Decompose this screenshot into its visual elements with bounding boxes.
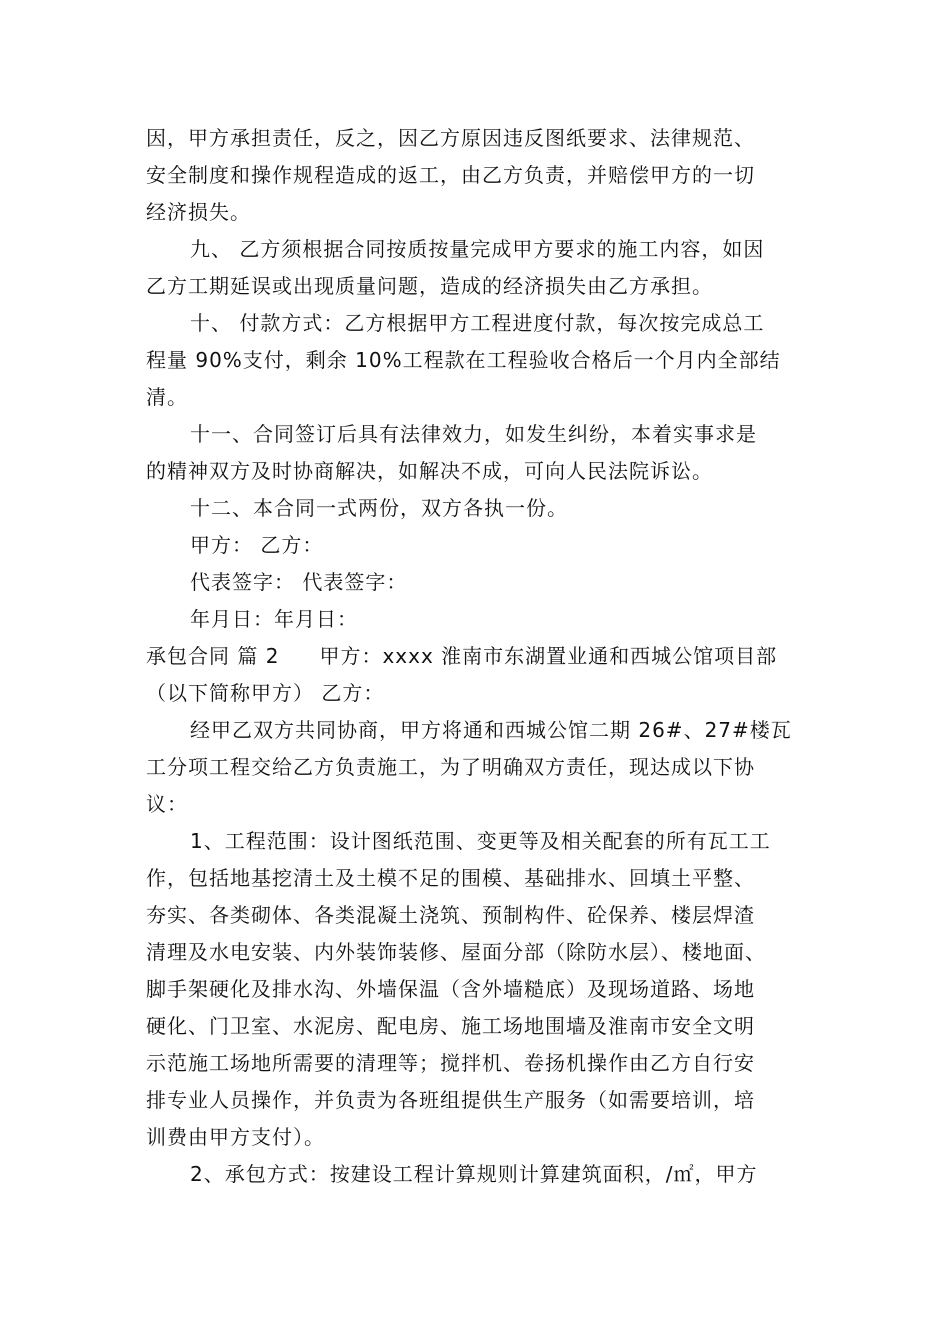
clause-10-line: 十、 付款方式：乙方根据甲方工程进度付款，每次按完成总工 <box>190 311 765 335</box>
intro-line: 经甲乙双方共同协商，甲方将通和西城公馆二期 26#、27#楼瓦 <box>190 718 792 742</box>
body-line: 清理及水电安装、内外装饰装修、屋面分部（除防水层）、楼地面、 <box>146 940 766 964</box>
body-line: 夯实、各类砌体、各类混凝土浇筑、预制构件、砼保养、楼层焊渣 <box>146 903 755 927</box>
body-line: 清。 <box>146 385 188 409</box>
body-line: 硬化、门卫室、水泥房、配电房、施工场地围墙及淮南市安全文明 <box>146 1014 755 1038</box>
item-2-line: 2、承包方式：按建设工程计算规则计算建筑面积，/㎡，甲方 <box>190 1162 758 1186</box>
body-line: 工分项工程交给乙方负责施工，为了明确双方责任，现达成以下协 <box>146 755 755 779</box>
signature-date-line: 年月日：年月日： <box>190 607 358 631</box>
body-line: 排专业人员操作，并负责为各班组提供生产服务（如需要培训，培 <box>146 1088 755 1112</box>
body-line: 议： <box>146 792 188 816</box>
body-line: 经济损失。 <box>146 200 251 224</box>
body-line: 的精神双方及时协商解决，如解决不成，可向人民法院诉讼。 <box>146 459 713 483</box>
body-line: 程量 90%支付，剩余 10%工程款在工程验收合格后一个月内全部结 <box>146 348 781 372</box>
party-a-name: 甲方：xxxx 淮南市东湖置业通和西城公馆项目部 <box>319 644 778 668</box>
body-line: 训费由甲方支付）。 <box>146 1125 325 1149</box>
body-line: 安全制度和操作规程造成的返工，由乙方负责，并赔偿甲方的一切 <box>146 163 755 187</box>
clause-9-line: 九、 乙方须根据合同按质按量完成甲方要求的施工内容，如因 <box>190 237 765 261</box>
clause-12-line: 十二、本合同一式两份，双方各执一份。 <box>190 496 568 520</box>
section-heading: 承包合同 篇 2 <box>146 644 280 668</box>
body-line: 因，甲方承担责任，反之，因乙方原因违反图纸要求、法律规范、 <box>146 126 755 150</box>
section-heading-line <box>146 643 777 669</box>
body-line: 示范施工场地所需要的清理等；搅拌机、卷扬机操作由乙方自行安 <box>146 1051 755 1075</box>
signature-representatives-line: 代表签字： 代表签字： <box>190 570 408 594</box>
clause-11-line: 十一、合同签订后具有法律效力，如发生纠纷，本着实事求是 <box>190 422 757 446</box>
body-line: 脚手架硬化及排水沟、外墙保温（含外墙糙底）及现场道路、场地 <box>146 977 755 1001</box>
body-line: 乙方工期延误或出现质量问题，造成的经济损失由乙方承担。 <box>146 274 713 298</box>
body-line: 作，包括地基挖清土及土模不足的围模、基础排水、回填土平整、 <box>146 866 755 890</box>
signature-parties-line: 甲方： 乙方： <box>190 533 324 557</box>
body-line: （以下简称甲方） 乙方： <box>146 681 385 705</box>
item-1-line: 1、工程范围：设计图纸范围、变更等及相关配套的所有瓦工工 <box>190 829 771 853</box>
